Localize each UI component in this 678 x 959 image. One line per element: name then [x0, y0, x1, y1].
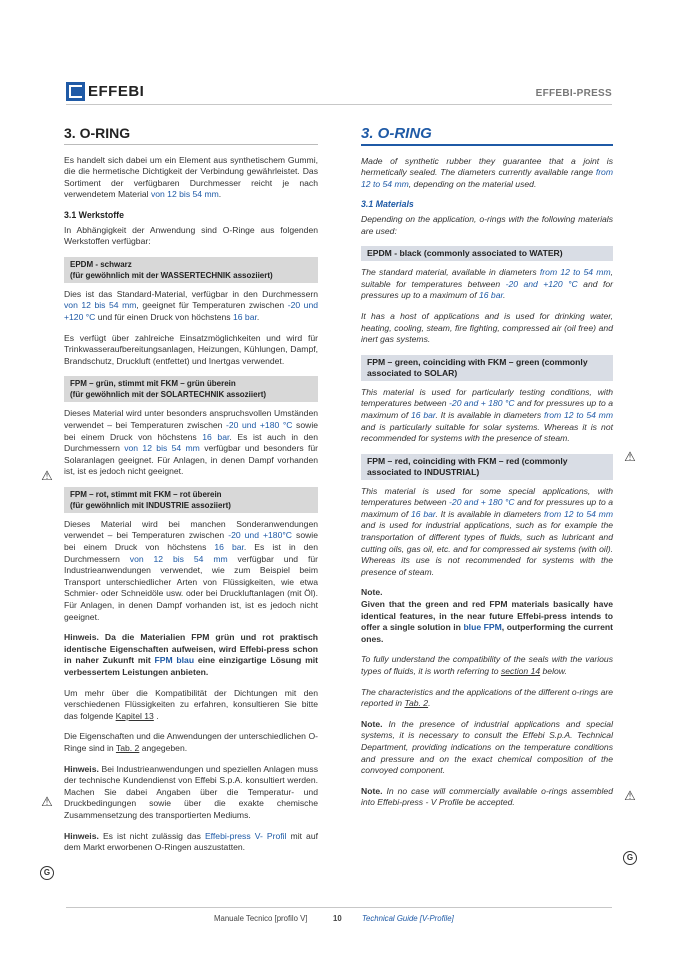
footer-divider	[66, 907, 612, 908]
fpm-red-text-de: Dieses Material wird bei manchen Sonderanwendungen verwendet – bei Temperaturen zwischen -20 und +180°C sowie bei einem Druck von höchstens 16 bar. Es ist in den Durchmessern von 12 bis 54 mm verfügbar und für Industrieanwendungen verwendet, wie zum Beispiel beim Transport unterschiedlicher Arten von Flüssigkeiten, wie etwa Schmier- oder Schneidöle usw. oder bei Druckluftanlagen (mit Öl). Für Anlagen, in denen Dampf vorhanden ist, ist es jedoch nicht geeignet.	[64, 518, 318, 622]
subsection-title-en: 3.1 Materials	[361, 199, 414, 210]
epdm-text-de: Dies ist das Standard-Material, verfügbar in den Durchmessern von 12 bis 54 mm, geeignet für Temperaturen zwischen -20 und +120 °C und für einen Druck von höchstens 16 bar.	[64, 288, 318, 322]
epdm-text-en: The standard material, available in diameters from 12 to 54 mm, suitable for temperatures between -20 and +120 °C and for pressures up to a maximum of 16 bar.	[361, 267, 614, 301]
subsection-intro-de: In Abhängigkeit der Anwendung sind O-Ringe aus folgenden Werkstoffen verfügbar:	[64, 224, 318, 247]
g-symbol-icon: G	[40, 866, 54, 880]
subsection-intro-en: Depending on the application, o-rings with the following materials are used:	[361, 213, 613, 236]
epdm-box-de: EPDM - schwarz (für gewöhnlich mit der WASSERTECHNIK assoziiert)	[64, 257, 318, 283]
chapter-13-link[interactable]: Kapitel 13	[115, 710, 154, 721]
intro-de: Es handelt sich dabei um ein Element aus synthetischem Gummi, die die hermetische Dichtigkeit der Verbindung gewährleistet. Das Sortiment der verfügbaren Durchmesser reicht je nach verwendetem Material von 12 bis 54 mm.	[64, 154, 318, 200]
note-oring-en: Note. In no case will commercially available o-rings assembled into Effebi-press - V Profile be accepted.	[361, 785, 613, 808]
section-14-link[interactable]: section 14	[500, 666, 541, 676]
fpm-green-box-en: FPM – green, coinciding with FKM – green (commonly associated to SOLAR)	[361, 355, 613, 381]
epdm-applications-de: Es verfügt über zahlreiche Einsatzmöglichkeiten und wird für Trinkwasseraufbereitungsanlagen, Heizungen, Kühlungen, Dampf, Brandschutz, Druckluft (entfettet) und Inertgas verwendet.	[64, 332, 318, 366]
properties-en: The characteristics and the applications of the different o-rings are reported in Tab. 2.	[361, 686, 613, 709]
compatibility-en: To fully understand the compatibility of the seals with the various types of fluids, it is worth referring to section 14 below.	[361, 654, 613, 676]
g-symbol-icon: G	[623, 851, 637, 865]
fpm-red-box-de: FPM – rot, stimmt mit FKM – rot überein (für gewöhnlich mit INDUSTRIE assoziiert)	[64, 487, 318, 513]
warning-icon: ⚠	[41, 794, 53, 809]
effebi-logo	[66, 82, 146, 102]
subsection-title-de: 3.1 Werkstoffe	[64, 209, 124, 220]
fpm-red-box-en: FPM – red, coinciding with FKM – red (commonly associated to INDUSTRIAL)	[361, 454, 613, 480]
fpm-green-box-de: FPM – grün, stimmt mit FKM – grün überein (für gewöhnlich mit der SOLARTECHNIK assoziiert)	[64, 376, 318, 402]
fpm-green-text-en: This material is used for particularly testing conditions, with temperatures between -20 and + 180 °C and for pressures up to a maximum of 16 bar. It is available in diameters from 12 to 54 mm and is particularly suitable for solar systems. Whereas it is not recommended for systems with the presence of steam.	[361, 386, 613, 444]
epdm-applications-en: It has a host of applications and is used for drinking water, heating, cooling, steam, fire fighting, compressed air (oil free) and inert gas systems.	[361, 310, 613, 345]
english-column	[361, 118, 613, 818]
properties-de: Die Eigenschaften und die Anwendungen der unterschiedlichen O-Ringe sind in Tab. 2 angegeben.	[64, 731, 318, 753]
tab-2-link-en[interactable]: Tab. 2	[404, 698, 429, 709]
hint-oring-de: Hinweis. Es ist nicht zulässig das Effebi-press V- Profil mit auf dem Markt erworbenen O-Ringen auszustatten.	[64, 830, 318, 853]
footer-guide-title: Technical Guide [V-Profile]	[362, 914, 454, 923]
compatibility-de: Um mehr über die Kompatibilität der Dichtungen mit den verschiedenen Flüssigkeiten zu erfahren, konsultieren Sie bitte das folgende Kapitel 13 .	[64, 687, 318, 721]
warning-icon: ⚠	[624, 449, 636, 464]
logo-text: EFFEBI	[88, 83, 145, 100]
fpm-green-text-de: Dieses Material wird unter besonders anspruchsvollen Umständen verwendet – bei Temperaturen zwischen -20 und +180 °C sowie bei einem Druck von höchstens 16 bar. Es ist auch in den Durchmessern von 12 bis 54 mm verfügbar und besonders für Solaranlagen geeignet. Für Anlagen, in denen Dampf vorhanden ist, ist es jedoch nicht geeignet.	[64, 408, 319, 477]
tab-2-link-de[interactable]: Tab. 2	[115, 742, 140, 753]
fpm-red-text-en: This material is used for some special applications, with temperatures between -20 and + 180 °C and for pressures up to a maximum of 16 bar. It is available in diameters from 12 to 54 mm and is used for industrial applications, such as for example the transportation of different types of fluids, such as lubricant and cutting oils, gas oil, etc. and for compressed air systems (with oil). Whereas its use is not recommended for systems with the presence of steam.	[361, 485, 613, 577]
logo-mark-icon	[66, 82, 85, 101]
intro-en: Made of synthetic rubber they guarantee that a joint is hermetically sealed. The diameters currently available range from 12 to 54 mm, depending on the material used.	[361, 155, 613, 189]
brand-name: EFFEBI-PRESS	[535, 88, 612, 99]
section-title-en: 3. O-RING	[361, 128, 613, 146]
header-divider	[66, 104, 612, 105]
epdm-box-en: EPDM - black (commonly associated to WATER)	[361, 246, 613, 261]
note-fpm-en: Note. Given that the green and red FPM materials basically have identical features, in the near future Effebi-press intends to offer a single solution in blue FPM, outperforming the current ones.	[361, 587, 613, 644]
page-number: 10	[333, 914, 342, 923]
warning-icon: ⚠	[41, 468, 53, 483]
hint-fpm-de: Hinweis. Da die Materialien FPM grün und rot praktisch identische Eigenschaften aufweisen, wird Effebi-press schon in naher Zukunft mit FPM blau eine einzigartige Lösung mit verbessertem Leistungen anbieten.	[64, 632, 319, 677]
note-industry-en: Note. In the presence of industrial applications and special systems, it is necessary to consult the Effebi S.p.A. Technical Department, providing indications on the temperature conditions and pressure and on the exact chemical composition of the convoyed component.	[361, 718, 613, 776]
german-column	[64, 118, 318, 863]
section-title-de: 3. O-RING	[64, 128, 318, 145]
warning-icon: ⚠	[624, 788, 636, 803]
hint-industry-de: Hinweis. Bei Industrieanwendungen und speziellen Anlagen muss der technische Kundendienst von Effebi S.p.A. konsultiert werden. Machen Sie dabei Angaben über die Temperatur- und Druckbedingungen sowie über die exakte chemische Zusammensetzung des transportierten Mediums.	[64, 763, 318, 820]
footer-manual-title: Manuale Tecnico [profilo V]	[214, 914, 308, 923]
